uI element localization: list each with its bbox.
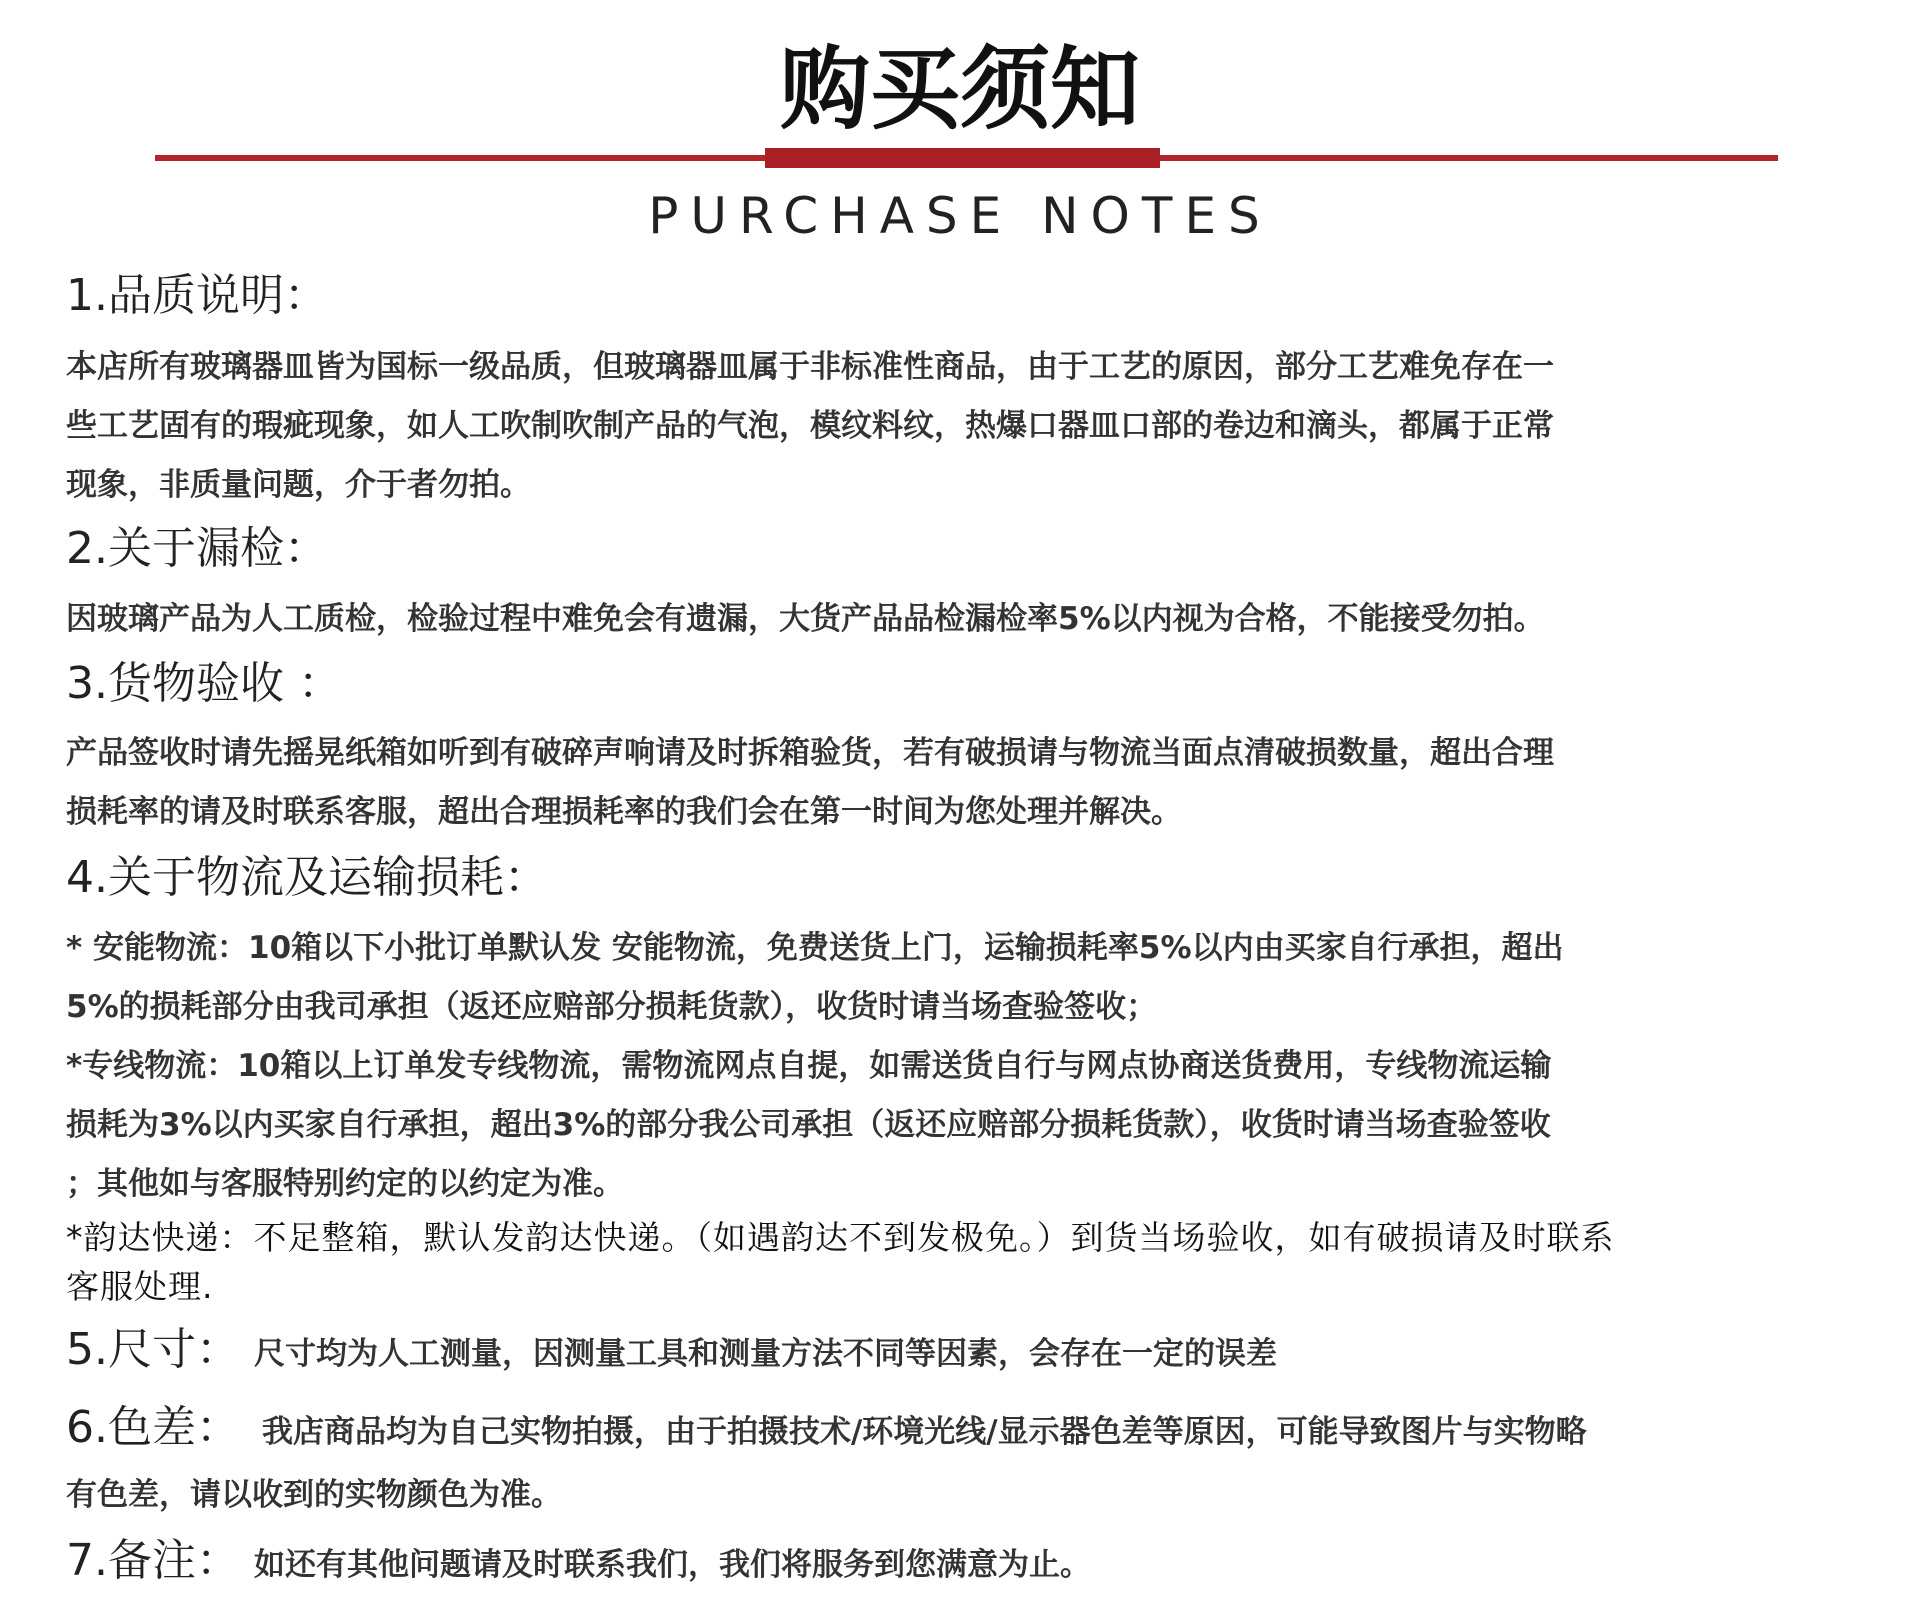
logistics-text: 损耗为3%以内买家自行承担，超出3%的部分我公司承担（返还应赔部分损耗货款），收货时请当场查验签收 [66, 1107, 1551, 1143]
logistics-text: ；其他如与客服特别约定的以约定为准。 [66, 1166, 624, 1202]
logistics-text: 5%的损耗部分由我司承担（返还应赔部分损耗货款），收货时请当场查验签收； [66, 989, 1158, 1025]
section-heading-color: 6.色差： [66, 1402, 240, 1453]
section-remarks [66, 1535, 1091, 1591]
size-text: 尺寸均为人工测量，因测量工具和测量方法不同等因素，会存在一定的误差 [253, 1336, 1277, 1372]
section-heading-quality: 1.品质说明： [66, 270, 328, 321]
quality-text: 本店所有玻璃器皿皆为国标一级品质，但玻璃器皿属于非标准性商品，由于工艺的原因，部分工艺难免存在一 [66, 349, 1554, 385]
section-color [66, 1402, 1587, 1458]
inspection-text: 因玻璃产品为人工质检，检验过程中难免会有遗漏，大货产品品检漏检率5%以内视为合格，不能接受勿拍。 [66, 601, 1545, 637]
section-size [66, 1324, 1277, 1380]
color-text: 我店商品均为自己实物拍摄，由于拍摄技术/环境光线/显示器色差等原因，可能导致图片与实物略 [261, 1414, 1587, 1450]
section-heading-inspection: 2.关于漏检： [66, 523, 328, 574]
logistics-yunda-text: 客服处理. [66, 1267, 214, 1306]
divider-accent [765, 148, 1160, 168]
logistics-yunda-text: *韵达快递：不足整箱，默认发韵达快递。（如遇韵达不到发极免。）到货当场验收，如有破损请及时联系 [66, 1218, 1615, 1257]
page-title: 购买须知 [780, 37, 1140, 142]
page-subtitle: PURCHASE NOTES [648, 187, 1272, 245]
remarks-text: 如还有其他问题请及时联系我们，我们将服务到您满意为止。 [253, 1547, 1091, 1583]
quality-text: 些工艺固有的瑕疵现象，如人工吹制吹制产品的气泡，模纹料纹，热爆口器皿口部的卷边和滴头，都属于正常 [66, 408, 1554, 444]
acceptance-text: 损耗率的请及时联系客服，超出合理损耗率的我们会在第一时间为您处理并解决。 [66, 794, 1182, 830]
color-text: 有色差，请以收到的实物颜色为准。 [66, 1477, 562, 1513]
section-heading-remarks: 7.备注： [66, 1535, 240, 1586]
logistics-text: *专线物流：10箱以上订单发专线物流，需物流网点自提，如需送货自行与网点协商送货费用，专线物流运输 [66, 1048, 1552, 1084]
acceptance-text: 产品签收时请先摇晃纸箱如听到有破碎声响请及时拆箱验货，若有破损请与物流当面点清破损数量，超出合理 [66, 735, 1554, 771]
section-heading-logistics: 4.关于物流及运输损耗： [66, 852, 548, 903]
quality-text: 现象，非质量问题，介于者勿拍。 [66, 467, 531, 503]
section-heading-size: 5.尺寸： [66, 1324, 240, 1375]
logistics-text: * 安能物流：10箱以下小批订单默认发 安能物流，免费送货上门，运输损耗率5%以内由买家自行承担，超出 [66, 930, 1564, 966]
section-heading-acceptance: 3.货物验收 ： [66, 658, 342, 709]
